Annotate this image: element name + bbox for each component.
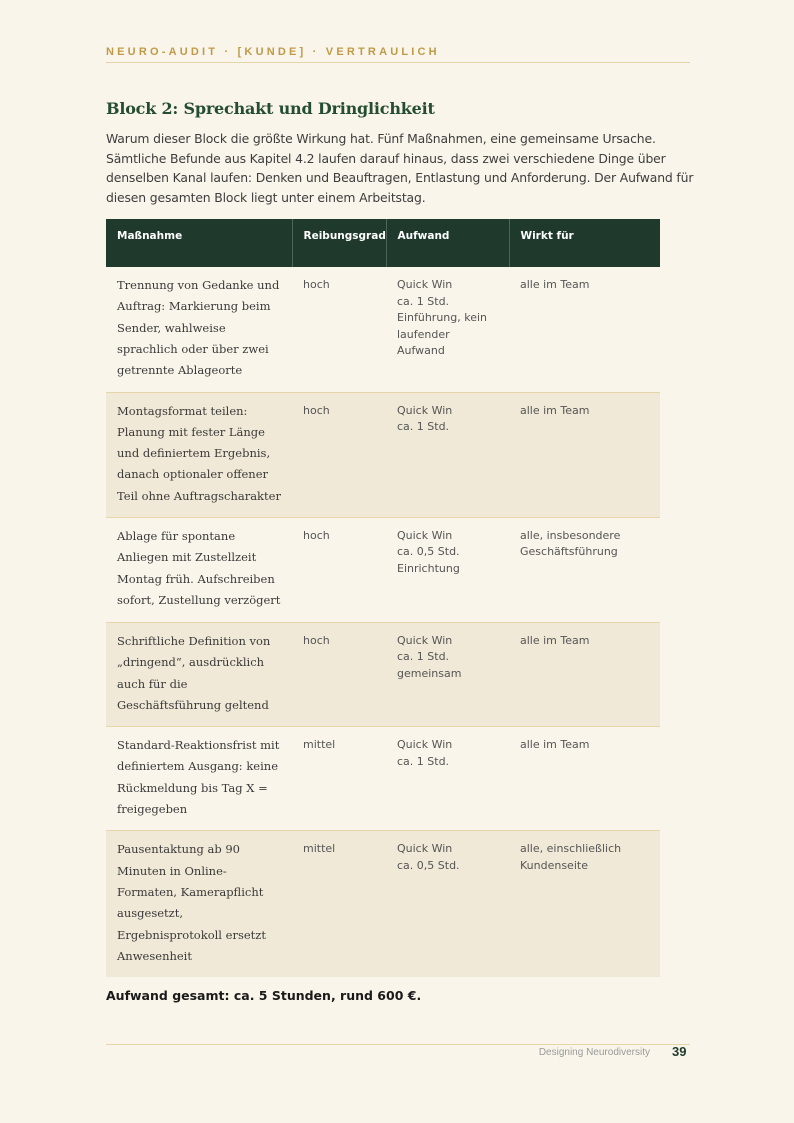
footer-divider xyxy=(106,1044,690,1045)
cell-measure: Trennung von Gedanke und Auftrag: Markierung beim Sender, wahlweise sprachlich oder über zwei getrennte Ablageorte xyxy=(106,267,292,392)
effort-line: Quick Win xyxy=(397,403,453,417)
column-header-effort: Aufwand xyxy=(386,219,509,267)
table-row xyxy=(106,392,660,517)
effort-line: ca. 0,5 Std. xyxy=(397,545,460,559)
cell-measure: Schriftliche Definition von „dringend“, ausdrücklich auch für die Geschäftsführung geltend xyxy=(106,622,292,726)
table-row xyxy=(106,517,660,622)
cell-friction: hoch xyxy=(292,622,386,726)
cell-effort xyxy=(386,267,509,392)
effort-line: Quick Win xyxy=(397,842,453,856)
column-header-measure: Maßnahme xyxy=(106,219,292,267)
effort-line: ca. 1 Std. xyxy=(397,420,450,433)
table-row xyxy=(106,727,660,831)
table-row xyxy=(106,622,660,726)
effort-line: ca. 1 Std. xyxy=(397,650,450,664)
cell-friction: hoch xyxy=(292,517,386,622)
measures-table xyxy=(106,219,660,977)
effort-line: Einrichtung xyxy=(397,561,460,575)
cell-target: alle im Team xyxy=(509,727,660,831)
section-intro: Warum dieser Block die größte Wirkung hat. Fünf Maßnahmen, eine gemeinsame Ursache. Sämtliche Befunde aus Kapitel 4.2 laufen darauf hinaus, dass zwei verschiedene Dinge über denselben Kanal laufen: Denken und Beauftragen, Entlastung und Anforderung. Der Aufwand für diesen gesamten Block liegt unter einem Arbeitstag. xyxy=(106,131,694,205)
cell-measure: Pausentaktung ab 90 Minuten in Online-Formaten, Kamerapflicht ausgesetzt, Ergebnisprotokoll ersetzt Anwesenheit xyxy=(106,831,292,977)
cell-measure: Montagsformat teilen: Planung mit fester Länge und definiertem Ergebnis, danach optionaler offener Teil ohne Auftragscharakter xyxy=(106,392,292,517)
cell-effort xyxy=(386,831,509,977)
cell-friction: hoch xyxy=(292,267,386,392)
cell-target: alle im Team xyxy=(509,392,660,517)
table-header-row xyxy=(106,219,660,267)
effort-line: Quick Win xyxy=(397,738,453,752)
effort-line: Quick Win xyxy=(397,633,453,647)
header-divider xyxy=(106,62,690,63)
column-header-friction: Reibungsgrad xyxy=(292,219,386,267)
total-effort: Aufwand gesamt: ca. 5 Stunden, rund 600 €. xyxy=(106,988,422,1003)
effort-line: ca. 1 Std. xyxy=(397,754,450,768)
cell-measure: Standard-Reaktionsfrist mit definiertem Ausgang: keine Rückmeldung bis Tag X = freigegeben xyxy=(106,727,292,831)
cell-effort xyxy=(386,517,509,622)
cell-measure: Ablage für spontane Anliegen mit Zustellzeit Montag früh. Aufschreiben sofort, Zustellung verzögert xyxy=(106,517,292,622)
cell-friction: mittel xyxy=(292,831,386,977)
page-number: 39 xyxy=(672,1044,687,1059)
cell-friction: hoch xyxy=(292,392,386,517)
cell-effort xyxy=(386,727,509,831)
cell-target: alle, insbesondere Geschäftsführung xyxy=(509,517,660,622)
table-body xyxy=(106,267,660,977)
table-row xyxy=(106,267,660,392)
effort-line: Quick Win xyxy=(397,278,453,291)
cell-target: alle im Team xyxy=(509,622,660,726)
table-row xyxy=(106,831,660,977)
cell-target: alle im Team xyxy=(509,267,660,392)
section-title: Block 2: Sprechakt und Dringlichkeit xyxy=(106,99,435,118)
effort-line: gemeinsam xyxy=(397,666,462,680)
column-header-target: Wirkt für xyxy=(509,219,660,267)
effort-line: Einführung, kein laufender Aufwand xyxy=(397,311,488,357)
effort-line: ca. 1 Std. xyxy=(397,294,450,308)
cell-friction: mittel xyxy=(292,727,386,831)
cell-effort xyxy=(386,392,509,517)
effort-line: Quick Win xyxy=(397,528,453,542)
footer-book-title: Designing Neurodiversity xyxy=(538,1047,650,1058)
cell-target: alle, einschließlich Kundenseite xyxy=(509,831,660,977)
cell-effort xyxy=(386,622,509,726)
effort-line: ca. 0,5 Std. xyxy=(397,858,460,872)
running-header: NEURO-AUDIT · [KUNDE] · VERTRAULICH xyxy=(106,46,440,58)
